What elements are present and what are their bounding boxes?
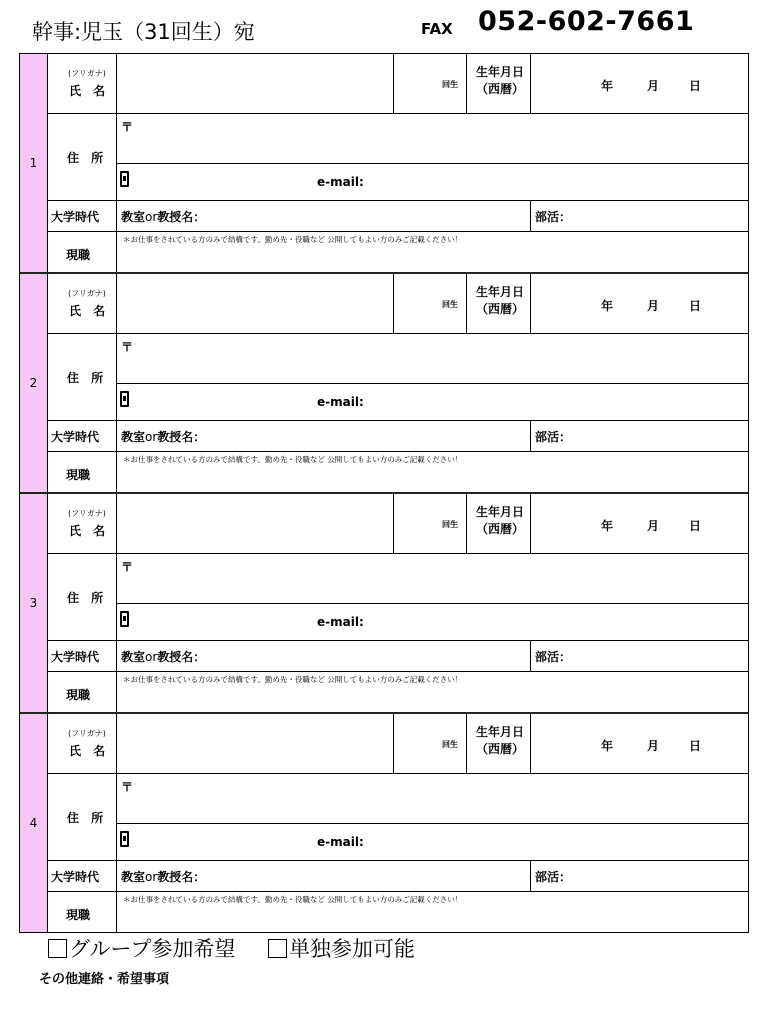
year-label: 年 — [601, 739, 614, 753]
name-field[interactable] — [117, 54, 393, 113]
postal-mark: 〒 — [121, 780, 134, 794]
lab-professor-label: 教室or教授名： — [121, 210, 206, 224]
job-field[interactable] — [117, 232, 748, 272]
name-label: 氏 名 — [69, 744, 110, 758]
name-label: 氏 名 — [69, 524, 110, 538]
class-year-label: 回生 — [442, 80, 458, 89]
name-label: 氏 名 — [69, 304, 110, 318]
phone-email-field[interactable] — [117, 164, 748, 200]
university-label: 大学時代 — [51, 870, 100, 884]
club-label: 部活： — [535, 210, 572, 224]
furigana-label: (フリガナ) — [68, 729, 106, 738]
day-label: 日 — [689, 79, 702, 93]
club-label: 部活： — [535, 650, 572, 664]
member-number: 1 — [20, 54, 48, 272]
postal-mark: 〒 — [121, 560, 134, 574]
phone-email-field[interactable] — [117, 604, 748, 640]
fax-label: FAX — [421, 20, 453, 38]
day-label: 日 — [689, 739, 702, 753]
address-field[interactable] — [117, 334, 748, 383]
lab-professor-label: 教室or教授名： — [121, 650, 206, 664]
university-label: 大学時代 — [51, 210, 100, 224]
member-block — [19, 712, 749, 933]
furigana-label: (フリガナ) — [68, 289, 106, 298]
job-note: ＊お仕事をされている方のみで結構です。勤め先・役職など 公開してもよい方のみご記載ください！ — [123, 235, 463, 244]
year-label: 年 — [601, 79, 614, 93]
group-option[interactable]: グループ参加希望 — [48, 933, 235, 963]
address-label: 住 所 — [67, 811, 108, 825]
birthdate-label: 生年月日 （西暦） — [475, 725, 524, 756]
registration-form — [19, 53, 748, 933]
day-label: 日 — [689, 299, 702, 313]
furigana-label: (フリガナ) — [68, 509, 106, 518]
postal-mark: 〒 — [121, 340, 134, 354]
birthdate-label: 生年月日 （西暦） — [475, 65, 524, 96]
email-label: e-mail: — [317, 835, 364, 849]
address-label: 住 所 — [67, 591, 108, 605]
name-label: 氏 名 — [69, 84, 110, 98]
fax-number: 052-602-7661 — [478, 6, 695, 37]
class-year-label: 回生 — [442, 740, 458, 749]
job-label: 現職 — [66, 908, 91, 922]
birthdate-label: 生年月日 （西暦） — [475, 285, 524, 316]
university-label: 大学時代 — [51, 650, 100, 664]
member-number: 3 — [20, 494, 48, 712]
month-label: 月 — [647, 299, 660, 313]
member-number: 2 — [20, 274, 48, 492]
address-label: 住 所 — [67, 151, 108, 165]
lab-professor-label: 教室or教授名： — [121, 430, 206, 444]
other-notes-label: その他連絡・希望事項 — [39, 972, 170, 987]
email-label: e-mail: — [317, 615, 364, 629]
address-field[interactable] — [117, 774, 748, 823]
member-block — [19, 53, 749, 272]
member-number: 4 — [20, 714, 48, 932]
day-label: 日 — [689, 519, 702, 533]
lab-professor-label: 教室or教授名： — [121, 870, 206, 884]
member-block — [19, 272, 749, 492]
club-label: 部活： — [535, 870, 572, 884]
single-checkbox[interactable] — [268, 939, 287, 958]
job-field[interactable] — [117, 892, 748, 932]
address-label: 住 所 — [67, 371, 108, 385]
year-label: 年 — [601, 519, 614, 533]
name-field[interactable] — [117, 714, 393, 773]
club-label: 部活： — [535, 430, 572, 444]
furigana-label: (フリガナ) — [68, 69, 106, 78]
month-label: 月 — [647, 519, 660, 533]
phone-email-field[interactable] — [117, 824, 748, 860]
job-field[interactable] — [117, 672, 748, 712]
month-label: 月 — [647, 739, 660, 753]
class-year-label: 回生 — [442, 520, 458, 529]
month-label: 月 — [647, 79, 660, 93]
job-note: ＊お仕事をされている方のみで結構です。勤め先・役職など 公開してもよい方のみご記載ください！ — [123, 455, 463, 464]
postal-mark: 〒 — [121, 120, 134, 134]
name-field[interactable] — [117, 494, 393, 553]
job-label: 現職 — [66, 688, 91, 702]
birthdate-label: 生年月日 （西暦） — [475, 505, 524, 536]
address-field[interactable] — [117, 554, 748, 603]
class-year-label: 回生 — [442, 300, 458, 309]
member-block — [19, 492, 749, 712]
job-note: ＊お仕事をされている方のみで結構です。勤め先・役職など 公開してもよい方のみご記載ください！ — [123, 675, 463, 684]
recipient-title: 幹事:児玉（31回生）宛 — [32, 20, 255, 44]
email-label: e-mail: — [317, 395, 364, 409]
job-note: ＊お仕事をされている方のみで結構です。勤め先・役職など 公開してもよい方のみご記載ください！ — [123, 895, 463, 904]
year-label: 年 — [601, 299, 614, 313]
university-label: 大学時代 — [51, 430, 100, 444]
job-label: 現職 — [66, 468, 91, 482]
phone-email-field[interactable] — [117, 384, 748, 420]
name-field[interactable] — [117, 274, 393, 333]
address-field[interactable] — [117, 114, 748, 163]
email-label: e-mail: — [317, 175, 364, 189]
job-label: 現職 — [66, 248, 91, 262]
single-option[interactable]: 単独参加可能 — [268, 933, 415, 963]
group-checkbox[interactable] — [48, 939, 67, 958]
job-field[interactable] — [117, 452, 748, 492]
participation-options — [48, 933, 415, 963]
